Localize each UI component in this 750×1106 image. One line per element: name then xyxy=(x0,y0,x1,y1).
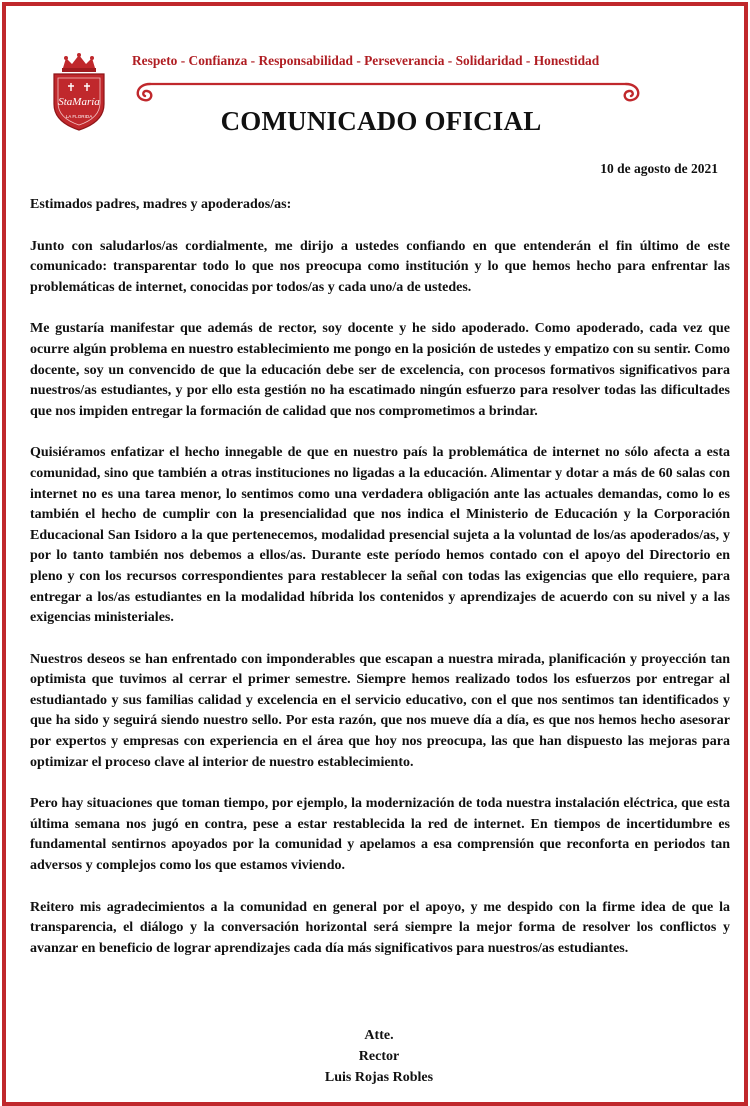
paragraph-6: Reitero mis agradecimientos a la comunidad en general por el apoyo, y me despido con la firme idea de que la transparencia, el diálogo y la conversación horizontal será siempre la mejor forma de resolver los conflictos y avanzar en beneficio de lograr aprendizajes cada día más significativos para nuestros/as estudiantes. xyxy=(30,899,730,956)
paragraph-4: Nuestros deseos se han enfrentado con imponderables que escapan a nuestra mirada, planificación y proyección tan optimista que tuvimos al cerrar el primer semestre. Siempre hemos realizado todos los esfuerzos por entregar al estudiantado y sus familias calidad y excelencia en el servicio educativo, con el que nos sentimos tan identificados y que ha sido y seguirá siendo nuestro sello. Por esta razón, que nos mueve día a día, es que nos hemos hecho asesorar por expertos y empresas con experiencia en el área que hoy nos preocupa, las que han dispuesto las mejoras para optimizar el proceso clave al interior de nuestro establecimiento. xyxy=(30,651,730,770)
paragraph-1: Junto con saludarlos/as cordialmente, me dirijo a ustedes confiando en que entenderán el fin último de este comunicado: transparentar todo lo que nos preocupa como institución y lo que hemos hecho para enfrentar las problemáticas de internet, conocidas por todos/as y cada uno/a de ustedes. xyxy=(30,238,730,295)
school-crest-logo xyxy=(50,52,108,132)
crest-logo-subtext: LA FLORIDA xyxy=(65,114,93,119)
crest-logo-text: StaMaría xyxy=(58,96,100,108)
greeting: Estimados padres, madres y apoderados/as: xyxy=(30,197,292,212)
signature-closing: Atte. xyxy=(364,1028,394,1043)
document-title: COMUNICADO OFICIAL xyxy=(220,106,542,136)
document-date: 10 de agosto de 2021 xyxy=(600,161,718,176)
signature-block xyxy=(6,1025,750,1088)
paragraph-3: Quisiéramos enfatizar el hecho innegable de que en nuestro país la problemática de internet no sólo afecta a esta comunidad, sino que también a otras instituciones no ligadas a la educación. Alimentar y dotar a más de 60 salas con internet no es una tarea menor, lo sentimos como una verdadera obligación ante las actuales demandas, como lo es también el hecho de cumplir con la presencialidad que nos indica el Ministerio de Educación y la Corporación Educacional San Isidoro a la que pertenecemos, modalidad presencial sujeta a la voluntad de los/as apoderados/as, y por lo tanto también nos debemos a ellos/as. Durante este período hemos contado con el apoyo del Directorio en pleno y con los recursos correspondientes para restablecer la señal con todas las exigencias que ello requiere, para entregar a los/as estudiantes en la modalidad híbrida los contenidos y aprendizajes de acuerdo con su nivel y a las exigencias ministeriales. xyxy=(30,445,730,626)
signature-role: Rector xyxy=(358,1049,400,1064)
paragraph-2: Me gustaría manifestar que además de rector, soy docente y he sido apoderado. Como apoderado, cada vez que ocurre algún problema en nuestro establecimiento me pongo en la posición de ustedes y empatizo con su sentir. Como docente, soy un convencido de que la educación debe ser de excelencia, con procesos formativos significativos para nuestros/as estudiantes, y por ello esta gestión no ha escatimado ningún esfuerzo para resolver todas las dificultades que nos impiden entregar la formación de calidad que nos comprometimos a brindar. xyxy=(30,321,730,419)
ornamental-divider xyxy=(132,74,644,108)
paragraph-5: Pero hay situaciones que toman tiempo, por ejemplo, la modernización de toda nuestra instalación eléctrica, que esta última semana nos jugó en contra, pese a estar restablecida la red de internet. En tiempos de incertidumbre es fundamental sentirnos apoyados por la comunidad y apelamos a esa comprensión que reconforta en periodos tan adversos y complejos como los que estamos viviendo. xyxy=(30,796,730,874)
letter-page xyxy=(2,2,748,1106)
signature-name: Luis Rojas Robles xyxy=(324,1070,434,1085)
motto-text: Respeto - Confianza - Responsabilidad - Perseverancia - Solidaridad - Honestidad xyxy=(132,53,600,68)
letter-body xyxy=(30,195,730,980)
